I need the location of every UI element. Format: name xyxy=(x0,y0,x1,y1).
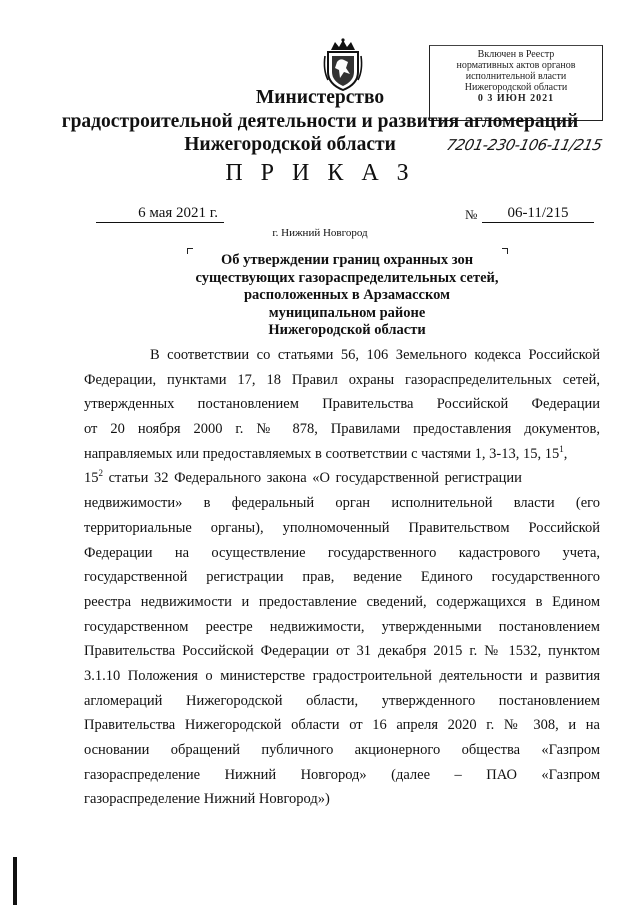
document-number-label: № xyxy=(465,207,478,222)
body-line: от 20 ноября 2000 г. № 878, Правилами предоставления документов, xyxy=(84,421,600,438)
body-line-text: статьи 32 Федерального закона «О государственной регистрации xyxy=(103,470,522,487)
body-line: В соответствии со статьями 56, 106 Земельного кодекса Российской xyxy=(150,347,600,363)
stamp-line: Включен в Реестр xyxy=(477,49,555,60)
body-line: агломераций Нижегородской области, утвержденного постановлением xyxy=(84,692,600,709)
body-line: Федерации, пунктами 17, 18 Правил охраны газораспределительных сетей, xyxy=(84,371,600,388)
body-punct: , xyxy=(563,445,568,462)
body-line: Федерации на осуществление государственного кадастрового учета, xyxy=(84,544,600,561)
body-line xyxy=(84,442,600,467)
ministry-title-line3: Нижегородской области xyxy=(184,134,396,155)
subject-line: муниципальном районе xyxy=(268,304,426,321)
stamp-line: нормативных актов органов xyxy=(456,60,576,71)
document-date: 6 мая 2021 г. xyxy=(96,205,224,223)
document-subject xyxy=(180,252,514,340)
body-line: государственной регистрации прав, ведение Единого государственного xyxy=(84,569,600,586)
document-body xyxy=(84,343,600,812)
ministry-title-line2: градостроительной деятельности и развития агломераций xyxy=(61,111,579,132)
body-line: газораспределение Нижний Новгород» (далее – ПАО «Газпром xyxy=(84,766,600,783)
body-line: Правительства Российской Федерации от 31 декабря 2015 г. № 1532, пунктом xyxy=(84,643,600,660)
subject-line: Об утверждении границ охранных зон xyxy=(220,252,474,268)
document-number: 06-11/215 xyxy=(482,205,594,223)
body-line-text: 15 xyxy=(84,470,99,487)
body-line: Правительства Нижегородской области от 16 апреля 2020 г. № 308, и на xyxy=(84,717,600,734)
body-line: реестра недвижимости и предоставление сведений, содержащихся в Едином xyxy=(84,593,600,610)
document-type-title: П Р И К А З xyxy=(225,160,415,186)
body-line xyxy=(84,466,600,491)
subject-line: Нижегородской области xyxy=(268,322,426,338)
stamp-line: исполнительной власти xyxy=(465,71,567,82)
subject-line: существующих газораспределительных сетей, xyxy=(195,269,499,286)
coat-of-arms-icon xyxy=(322,38,364,92)
body-line: недвижимости» в федеральный орган исполнительной власти (его xyxy=(84,495,600,512)
body-line: территориальные органы), уполномоченный Правительством Российской xyxy=(84,519,600,536)
stamp-date: 0 3 ИЮН 2021 xyxy=(477,93,555,104)
body-line-text: направляемых или предоставляемых в соответствии с частями 1, 3-13, 15, 15 xyxy=(84,445,560,462)
document-city: г. Нижний Новгород xyxy=(272,227,368,239)
scan-edge-mark xyxy=(13,857,17,905)
body-line: основании обращений публичного акционерного общества «Газпром xyxy=(84,742,600,758)
body-line: государственном реестре недвижимости, утвержденными постановлением xyxy=(84,618,600,635)
body-line: газораспределение Нижний Новгород») xyxy=(84,791,330,808)
handwritten-registration-number: 7201-230-106-11/215 xyxy=(444,136,604,154)
stamp-line: Нижегородской области xyxy=(464,82,568,93)
subject-line: расположенных в Арзамасском xyxy=(243,287,450,303)
superscript: 1 xyxy=(559,443,564,454)
body-line: 3.1.10 Положения о министерстве градостроительной деятельности и развития xyxy=(84,667,600,684)
body-line: утвержденных постановлением Правительства Российской Федерации xyxy=(84,396,600,413)
ministry-title-line1: Министерство xyxy=(255,87,385,108)
superscript: 2 xyxy=(98,468,103,479)
